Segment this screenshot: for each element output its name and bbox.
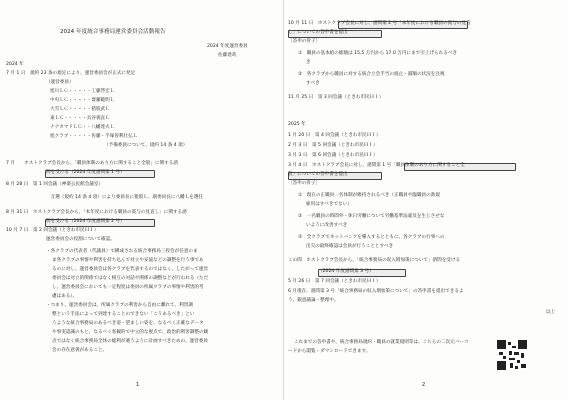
text-line: 中央ＬＣ・・・・・齋藤範明Ｌ — [50, 98, 115, 103]
text-line: ［答申の骨子］ — [288, 181, 321, 186]
author-name: 佐藤達哉 — [218, 53, 237, 58]
text-line: いように改善すべき — [306, 223, 348, 228]
text-line: 5 月 26 日 第 7 回会議（ときわ市民ＨＩ） — [288, 279, 381, 284]
year-heading: 2024 年 — [6, 62, 24, 67]
text-line: すべき — [306, 81, 320, 86]
text-line: （運営委員） — [46, 80, 74, 85]
text-line: （予備委員について、規約 14 条 4 項） — [104, 143, 188, 148]
text-line: 2 月 3 日 第 5 回会議（ときわ市民ＨＩ） — [288, 143, 378, 148]
text-line: 雇用はすべきでない） — [306, 202, 352, 207]
closing-text: ードから閲覧・ダウンロードできます。 — [288, 349, 371, 354]
text-line: この間 ホストクラブ会長から、「統合事務局の収入増加策について」諮問を受ける — [288, 258, 461, 263]
text-line: 会の存在意義があること。 — [52, 348, 108, 353]
page-number: 2 — [422, 382, 426, 388]
text-line: 運営委員会の役割について確認。 — [46, 237, 115, 242]
org-name: 2024 年度運営委員 — [207, 44, 248, 49]
text-line: や事実認識のもと、なるべく客観的で中立的な視点で、政治的利害調整の観 — [52, 330, 209, 335]
text-line: ① 職員の基本給の総額は 15.5 万円から 17.0 万円にまで引上げられるべき — [298, 51, 458, 56]
text-line: し」についての答申書を提出 — [288, 30, 348, 35]
text-line: 7 月 ホストクラブ会長から、「職員体制のあり方に関すること全般」に関する諮 — [6, 161, 178, 166]
text-line: 10 月 11 日 ホストクラブ会長に対し、諮問第 2 号「本年度における職員の賞与の見直 — [288, 21, 471, 26]
text-line: 3 月 4 日 ホストクラブ会長に対し、諮問第 1 号「職員体制のあり方に関すること全 — [288, 163, 465, 168]
year-heading: 2025 年 — [288, 122, 306, 127]
text-line: 互選（規約 14 条 4 項）により委員長に猪股Ｌ、副委員長に八幡Ｌを選任 — [46, 195, 204, 200]
text-line: ① 現在の正職員一名体制が維持されるべき（正職員や臨職員の新規 — [298, 193, 440, 198]
text-line: 点ではなく統合事務局全体の総利が適うように計画すべきための、運営委員 — [52, 339, 208, 344]
text-line: ・各クラブの代表者（代議員）で構成される統合事務局三役会が任意のま — [46, 249, 198, 254]
page-title: 2024 年度統合事務局運営委員会活動報告 — [60, 29, 166, 35]
text-line: ・つまり、運営委員会は、所属クラブの利害から自由に離れて、利害調 — [46, 303, 193, 308]
page-2 — [284, 0, 567, 400]
text-line: ま各クラブの事情や利害を持ち込んで対立や妥協などの調整を行う事であ — [52, 258, 204, 263]
text-line: 整という手法によって到達することのできない「こうあるべき」とい — [52, 312, 195, 317]
text-line: 旭川ＬＣ・・・・・工藤啓宏Ｌ — [50, 89, 115, 94]
text-line: 8 月 31 日 ホストクラブ会長から、「本年度における職員の賞与の見直し」に関する諮 — [6, 210, 187, 215]
text-line: 10 月 7 日 第 2 回会議（ときわ市民ＨＩ） — [6, 228, 99, 233]
text-line: 大雪ＬＣ・・・・・猪股武Ｌ — [50, 107, 110, 112]
text-line: 般」についての答申書を提出 — [288, 172, 348, 177]
text-line: 出欠の最終確認は会員が行うこととすべき — [306, 244, 394, 249]
text-line: （2024 年度諮問第 3 号） — [318, 269, 374, 274]
text-line: 委員会は対立的関係ではなく相互の対話や関係の調整などが行われる（ただ — [52, 276, 209, 281]
text-line: 慮はある）。 — [52, 294, 78, 299]
text-line: 東ＬＣ・・・・・具谷義直Ｌ — [50, 116, 110, 121]
text-line: 問を受ける（2024 年度諮問第 2 号） — [46, 219, 125, 224]
text-line: ② 各クラブから職員に対する統合立会手当の廃止・減額の状況を注視 — [298, 72, 445, 77]
text-line: うような統合事務局のあるべき姿・望ましい姿を、なるべく正確なデータ — [52, 321, 204, 326]
text-line: う、鋭意議論・整理中。 — [288, 298, 339, 303]
text-line: し、運営委員会においても一定程度は委員の所属クラブの事情や利害的考 — [52, 285, 204, 290]
text-line: 以上 — [546, 310, 556, 315]
text-line: 1 月 20 日 第 4 回会議（ときわ市民ＨＩ） — [288, 133, 381, 138]
page-1 — [0, 0, 283, 400]
text-line: 3 月 3 日 第 6 回会議（ときわ市民ＨＩ） — [288, 153, 378, 158]
text-line: ［答申の骨子］ — [288, 39, 321, 44]
text-line: き — [306, 60, 311, 65]
text-line: ② 一名職員の時間外・休日労働について労働基準法違反を生じさせな — [298, 214, 445, 219]
text-line: 問を受ける（2024 年度諮問第 1 号） — [46, 170, 125, 175]
closing-text: これまでの答申書や、統合事務局規約・職員の就業規則等は、こちらの二次元バーコ — [294, 340, 469, 345]
qr-code[interactable] — [497, 340, 527, 370]
text-line: 11 月 25 日 第 3 回会議（ときわ市民ＨＩ） — [288, 95, 384, 100]
text-line: 旭クラブ・・・・・佐藤・手塚曽利壮弘Ｌ — [50, 134, 138, 139]
text-line: ③ 全クラブでネットバンクを導入するとともに、各クラブの行事への — [298, 235, 445, 240]
text-line: 8 月 28 日 第 1 回会議（神楽公民館会議室） — [6, 182, 104, 187]
text-line: 7 月 1 日 規約 23 条の規定により、運営委員会が正式に発足 — [6, 71, 136, 76]
text-line: るのに対し、運営委員会は各クラブを代表するのではなく、したがって運営 — [52, 267, 209, 272]
page-number: 1 — [136, 382, 140, 388]
text-line: 6 月現在、諮問第 3 号「統合事務局の収入増加策について」の答申書を提出できるよ — [288, 289, 464, 294]
text-line: ナナカマドＬＣ・・八幡達夫Ｌ — [50, 125, 115, 130]
